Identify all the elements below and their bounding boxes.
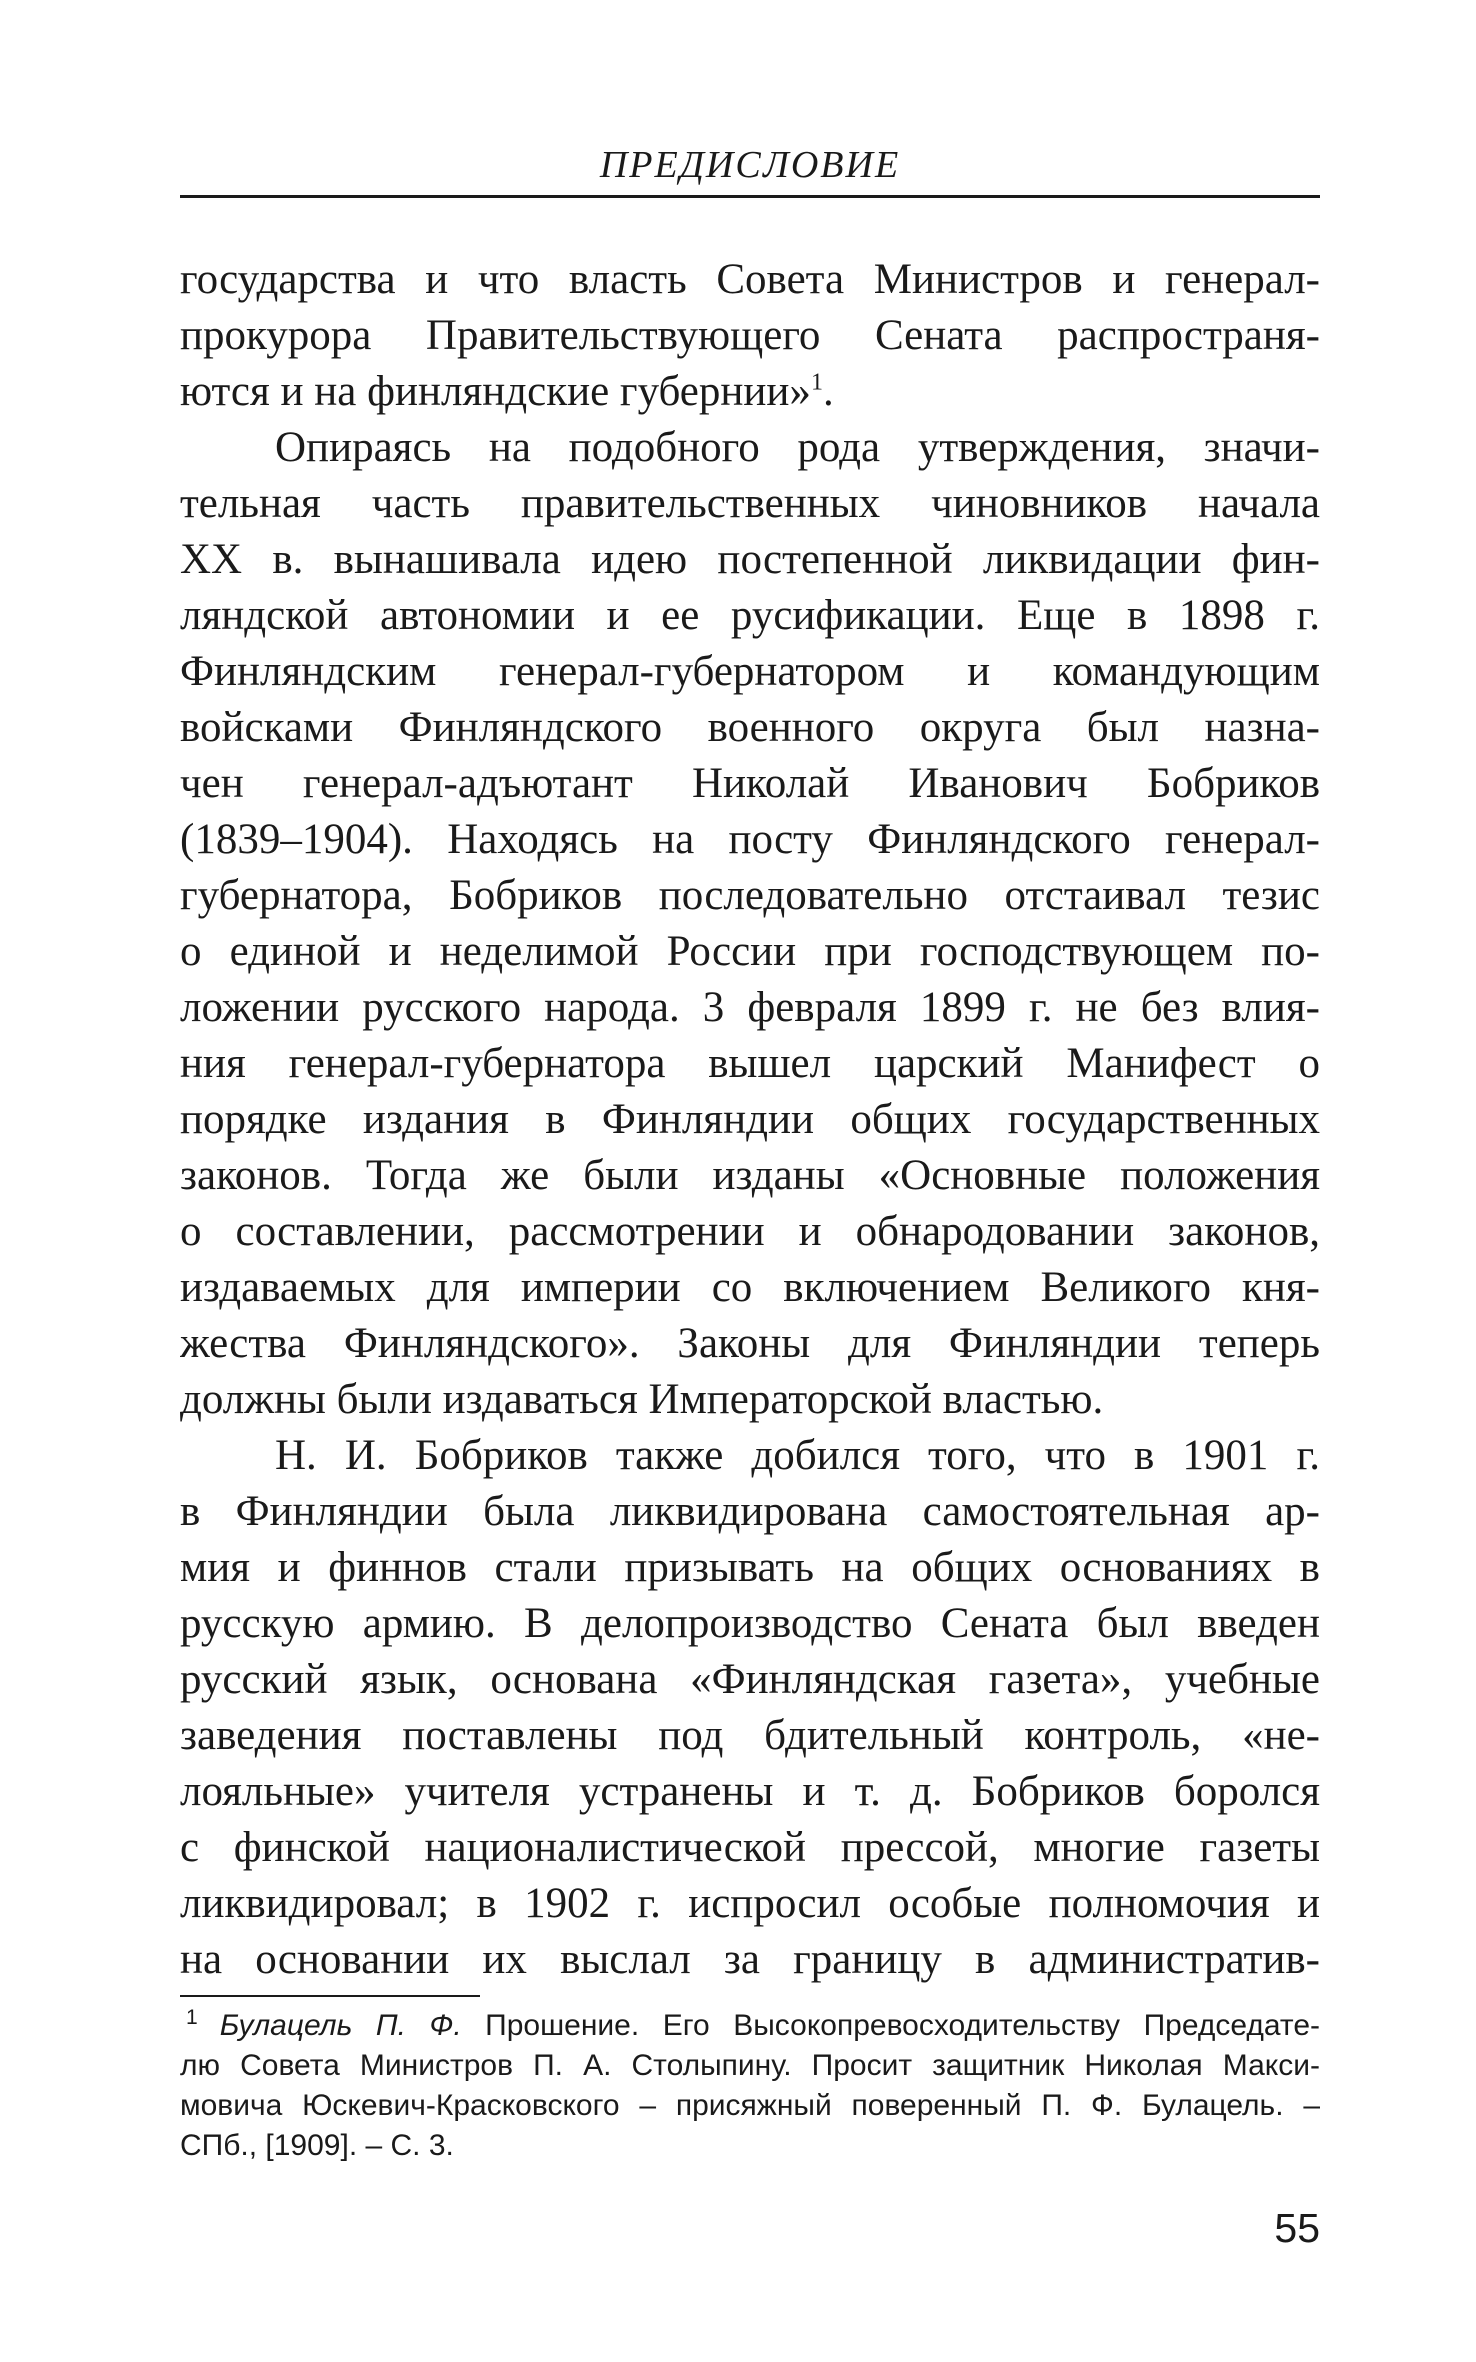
running-head: ПРЕДИСЛОВИЕ xyxy=(599,144,901,186)
text-line: жества Финляндского». Законы для Финляндии теперь xyxy=(180,1320,1320,1367)
text-line: Финляндским генерал-губернатором и командующим xyxy=(180,648,1320,695)
text-line xyxy=(180,364,1320,420)
page-number: 55 xyxy=(1274,2205,1320,2251)
footnote-line: СПб., [1909]. – С. 3. xyxy=(180,2129,454,2162)
text-line: порядке издания в Финляндии общих государственных xyxy=(180,1096,1320,1143)
text-line: должны были издаваться Императорской властью. xyxy=(180,1376,1104,1423)
header-rule xyxy=(180,195,1320,198)
text-span: ются и на финляндские губернии» xyxy=(180,368,811,415)
text-line: войсками Финляндского военного округа был назна- xyxy=(180,704,1320,751)
text-line: о единой и неделимой России при господствующем по- xyxy=(180,928,1320,975)
text-line: заведения поставлены под бдительный контроль, «не- xyxy=(180,1712,1320,1759)
text-line: русскую армию. В делопроизводство Сената был введен xyxy=(180,1600,1320,1647)
footnote-line: мовича Юскевич-Красковского – присяжный поверенный П. Ф. Булацель. – xyxy=(180,2089,1320,2122)
text-line: о составлении, рассмотрении и обнародовании законов, xyxy=(180,1208,1320,1255)
text-line: ликвидировал; в 1902 г. испросил особые полномочия и xyxy=(180,1880,1320,1927)
text-line: издаваемых для империи со включением Великого кня- xyxy=(180,1264,1320,1311)
footnote-text: Прошение. Его Высокопревосходительству Председате- xyxy=(461,2009,1320,2042)
body-text xyxy=(180,252,1320,1988)
text-line: XX в. вынашивала идею постепенной ликвидации фин- xyxy=(180,536,1320,583)
text-line: Н. И. Бобриков также добился того, что в 1901 г. xyxy=(275,1432,1320,1479)
text-line: лояльные» учителя устранены и т. д. Бобриков боролся xyxy=(180,1768,1320,1815)
text-line: русский язык, основана «Финляндская газета», учебные xyxy=(180,1656,1320,1703)
footnote-rule xyxy=(180,1995,480,1997)
footnote-number: 1 xyxy=(186,2006,198,2029)
text-line: чен генерал-адъютант Николай Иванович Бобриков xyxy=(180,760,1320,807)
text-line: ложении русского народа. 3 февраля 1899 г. не без влия- xyxy=(180,984,1320,1031)
footnote xyxy=(180,2006,1320,2166)
text-line: мия и финнов стали призывать на общих основаниях в xyxy=(180,1544,1320,1591)
text-line: (1839–1904). Находясь на посту Финляндского генерал- xyxy=(180,816,1320,863)
text-line: ния генерал-губернатора вышел царский Манифест о xyxy=(180,1040,1320,1087)
footnote-reference[interactable]: 1 xyxy=(810,369,823,396)
text-line: на основании их выслал за границу в административ- xyxy=(180,1936,1320,1983)
text-line: с финской националистической прессой, многие газеты xyxy=(180,1824,1320,1871)
text-line: законов. Тогда же были изданы «Основные положения xyxy=(180,1152,1320,1199)
text-line: прокурора Правительствующего Сената распространя- xyxy=(180,312,1320,359)
footnote-author: Булацель П. Ф. xyxy=(219,2009,462,2042)
text-line: государства и что власть Совета Министров и генерал- xyxy=(180,256,1320,303)
text-line: ляндской автономии и ее русификации. Еще в 1898 г. xyxy=(180,592,1320,639)
text-line: тельная часть правительственных чиновников начала xyxy=(180,480,1320,527)
text-span: . xyxy=(822,368,834,415)
footnote-line xyxy=(180,2006,1320,2046)
text-line: в Финляндии была ликвидирована самостоятельная ар- xyxy=(180,1488,1320,1535)
text-line: Опираясь на подобного рода утверждения, значи- xyxy=(275,424,1320,471)
text-line: губернатора, Бобриков последовательно отстаивал тезис xyxy=(180,872,1320,919)
footnote-line: лю Совета Министров П. А. Столыпину. Просит защитник Николая Макси- xyxy=(180,2049,1320,2082)
